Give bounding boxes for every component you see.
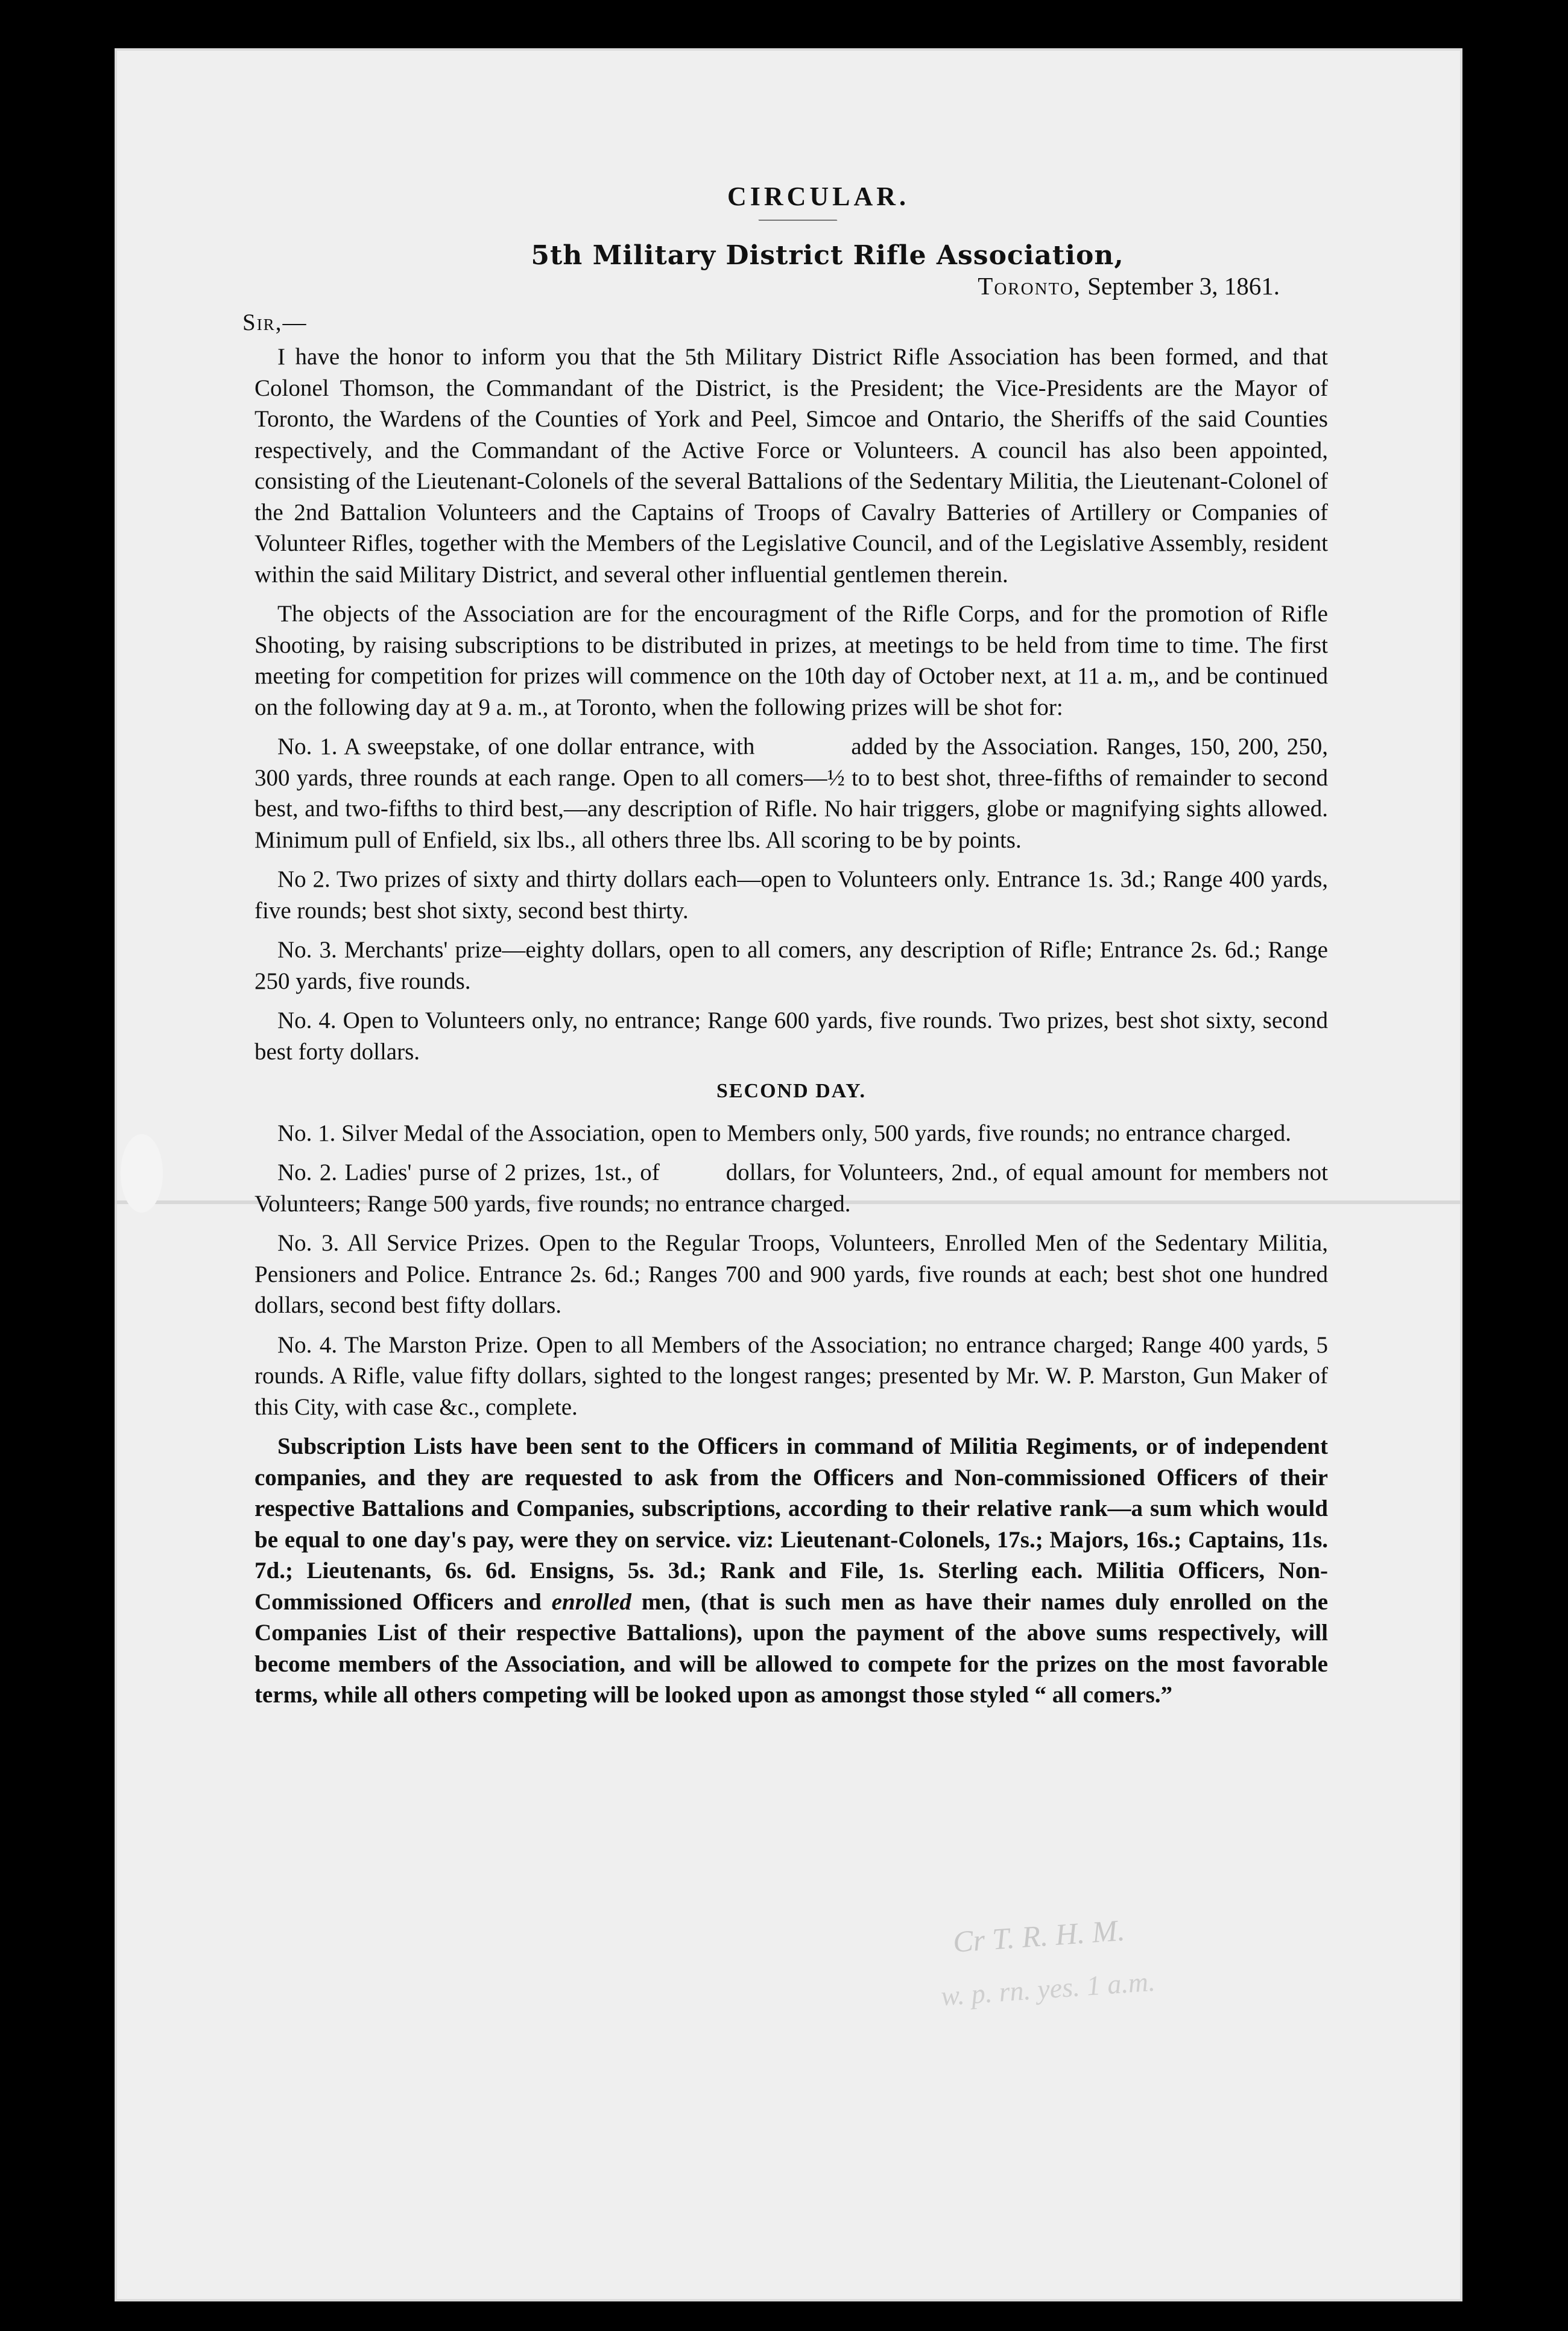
objects-paragraph: The objects of the Association are for the encouragment of the Rifle Corps, and for the promotion of Rifle Shooting, by raising subscriptions to be distributed in prizes, at meetings to be held from time to time. The first meeting for competition for prizes will commence on the 10th day of October next, at 11 a. m,, and be continued on the following day at 9 a. m., at Toronto, when the following prizes will be shot for: bbox=[254, 601, 1328, 720]
prize-1-text-b: added by the Association. Ranges, 150, 200, 250, 300 yards, three rounds at each range. Open to all comers—½ to to best shot, three-fifths of remainder to second best, and two-fifths to third best,—any description of Rifle. No hair triggers, globe or magnifying sights allowed. Minimum pull of Enfield, six lbs., all others three lbs. All scoring to be by points. bbox=[254, 734, 1328, 853]
dateline bbox=[254, 271, 1280, 302]
dateline-place: Toronto, bbox=[978, 272, 1081, 300]
subscription-paragraph bbox=[254, 1431, 1328, 1711]
circular-body bbox=[242, 181, 1329, 1719]
prize-2-text-b: dollars, for Volunteers, 2nd., of equal amount for members not Volunteers; Range 500 yards, five rounds; no entrance charged. bbox=[254, 1159, 1328, 1217]
first-day-prize-2: No 2. Two prizes of sixty and thirty dollars each—open to Volunteers only. Entrance 1s. 3d.; Range 400 yards, five rounds; best shot sixty, second best thirty. bbox=[254, 866, 1328, 924]
second-day-prize-2 bbox=[254, 1157, 1328, 1219]
association-name: 5th Military District Rifle Association, bbox=[531, 239, 1124, 271]
first-day-prize-1 bbox=[254, 731, 1328, 855]
second-day-prize-3: No. 3. All Service Prizes. Open to the Regular Troops, Volunteers, Enrolled Men of the Sedentary Militia, Pensioners and Police. Entrance 2s. 6d.; Ranges 700 and 900 yards, five rounds at each; best shot one hundred dollars, second best fifty dollars. bbox=[254, 1230, 1328, 1318]
paper-stain bbox=[121, 1134, 163, 1213]
first-day-prize-4: No. 4. Open to Volunteers only, no entrance; Range 600 yards, five rounds. Two prizes, best shot sixty, second best forty dollars. bbox=[254, 1007, 1328, 1065]
enrolled-word: enrolled bbox=[551, 1588, 631, 1615]
salutation: Sir,— bbox=[242, 309, 308, 335]
subscription-text-a: Subscription Lists have been sent to the Officers in command of Militia Regiments, or of independent companies, and they are requested to ask from the Officers and Non-commissioned Officers of their respective Battalions and Companies, subscriptions, according to their relative rank—a sum which would be equal to one day's pay, were they on service. viz: Lieutenant-Colonels, 17s.; Majors, 16s.; Captains, 11s. 7d.; Lieutenants, 6s. 6d. Ensigns, 5s. 3d.; Rank and File, 1s. Sterling each. Militia Officers, Non-Commissioned Officers and bbox=[254, 1433, 1328, 1615]
second-day-heading: SECOND DAY. bbox=[716, 1080, 867, 1102]
subscription-text-b: men, (that is such men as have their names duly enrolled on the Companies List of their respective Battalions), upon the payment of the above sums respectively, will become members of the Association, and will be allowed to compete for the prizes on the most favorable terms, while all others competing will be looked upon as amongst those styled “ all comers.” bbox=[254, 1588, 1329, 1708]
intro-paragraph: I have the honor to inform you that the 5th Military District Rifle Association has been formed, and that Colonel Thomson, the Commandant of the District, is the President; the Vice-Presidents are the Mayor of Toronto, the Wardens of the Counties of York and Peel, Simcoe and Ontario, the Sheriffs of the said Counties respectively, and the Commandant of the Active Force or Volunteers. A council has also been appointed, consisting of the Lieutenant-Colonels of the several Battalions of the Sedentary Militia, the Lieutenant-Colonel of the 2nd Battalion Volunteers and the Captains of Troops of Cavalry Batteries of Artillery or Companies of Volunteer Rifles, together with the Members of the Legislative Council, and of the Legislative Assembly, resident within the said Military District, and several other influential gentlemen therein. bbox=[254, 344, 1328, 588]
second-day-prize-1: No. 1. Silver Medal of the Association, open to Members only, 500 yards, five rounds; no entrance charged. bbox=[277, 1120, 1291, 1146]
second-day-prize-4: No. 4. The Marston Prize. Open to all Members of the Association; no entrance charged; Range 400 yards, 5 rounds. A Rifle, value fifty dollars, sighted to the longest ranges; presented by Mr. W. P. Marston, Gun Maker of this City, with case &c., complete. bbox=[254, 1331, 1328, 1420]
dateline-date: September 3, 1861. bbox=[1087, 272, 1280, 300]
title-ornament bbox=[758, 220, 842, 229]
first-day-prize-3: No. 3. Merchants' prize—eighty dollars, open to all comers, any description of Rifle; Entrance 2s. 6d.; Range 250 yards, five rounds. bbox=[254, 937, 1328, 994]
prize-1-text-a: No. 1. A sweepstake, of one dollar entrance, with bbox=[277, 734, 755, 760]
circular-title: CIRCULAR. bbox=[727, 182, 910, 211]
pencil-note: Cr T. R. H. M. bbox=[952, 1913, 1126, 1959]
prize-2-text-a: No. 2. Ladies' purse of 2 prizes, 1st., of bbox=[277, 1159, 660, 1185]
pencil-note: w. p. rn. yes. 1 a.m. bbox=[940, 1965, 1156, 2012]
